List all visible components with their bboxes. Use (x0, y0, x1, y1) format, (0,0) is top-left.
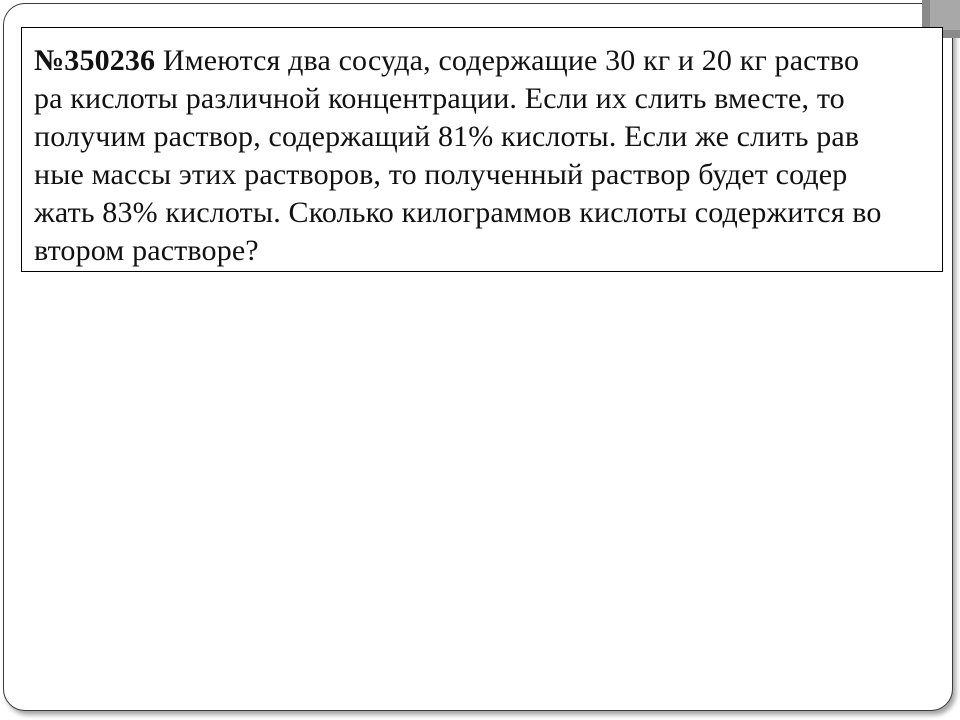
task-box (21, 27, 943, 272)
task-number: №350236 (34, 44, 156, 77)
task-line-2: ра кислоты различной концентрации. Если их слить вместе, то (34, 82, 845, 115)
corner-tab-inner (930, 0, 960, 30)
task-line-6: втором растворе? (34, 234, 259, 267)
task-line-3: получим раствор, содержащий 81% кислоты. Если же слить рав (34, 120, 860, 153)
task-line-5: жать 83% кислоты. Сколько килограммов кислоты содержится во (34, 196, 882, 229)
task-line-1: Имеются два сосуда, содержащие 30 кг и 20 кг раство (162, 44, 860, 77)
task-text (34, 42, 930, 270)
task-line-4: ные массы этих растворов, то полученный раствор будет содер (34, 158, 848, 191)
